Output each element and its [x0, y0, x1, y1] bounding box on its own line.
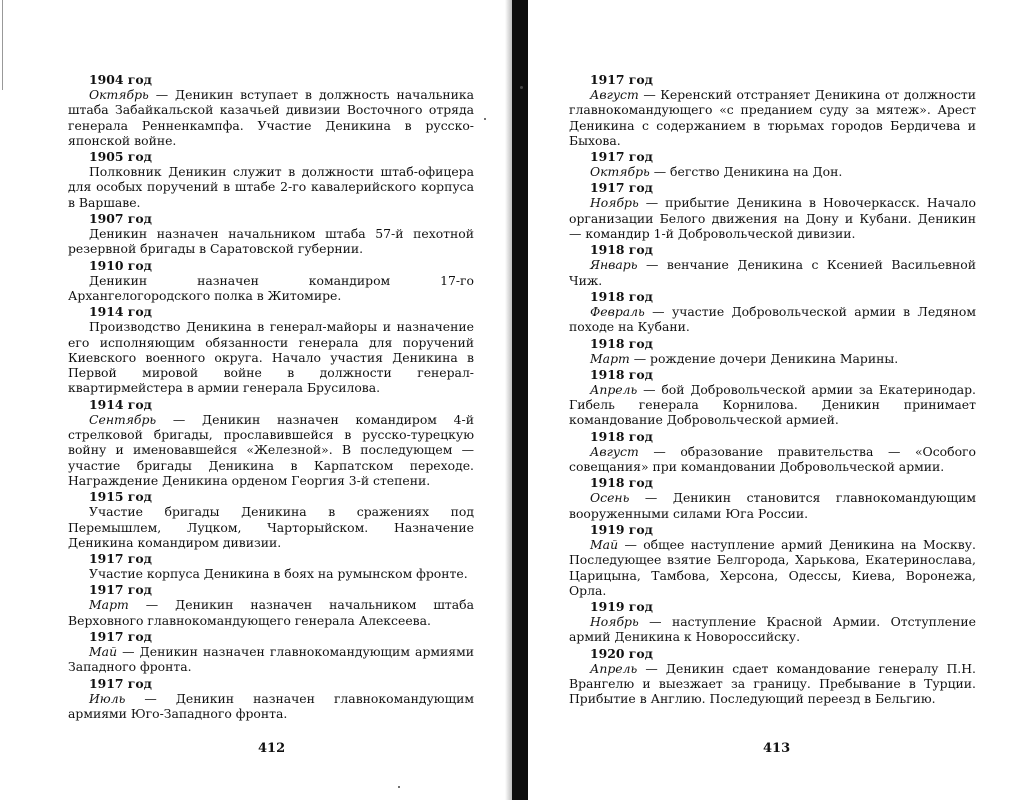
entry-year: 1918 год: [590, 475, 653, 491]
entry-text: [569, 164, 976, 179]
entry-year: 1917 год: [89, 629, 152, 645]
entry-month: Август: [590, 87, 639, 102]
entry-month: Март: [590, 350, 630, 366]
entry-year: 1920 год: [590, 645, 653, 661]
entry-month: Январь: [590, 257, 638, 273]
entry-body: — Деникин сдает командование генералу П.Н. Врангелю и выезжает за границу. Пребывание в Турции. Прибытие в Англию. Последующий переезд в Бельгию.: [569, 660, 976, 707]
entry-month: Сентябрь: [89, 411, 157, 427]
entry-text: [569, 537, 976, 598]
entry-year: 1917 год: [89, 582, 152, 598]
scan-speck: [398, 786, 400, 788]
entry-text: [68, 597, 474, 628]
entry-body: — Деникин назначен главнокомандующим армиями Юго-Западного фронта.: [68, 690, 474, 721]
entry-year: 1917 год: [89, 551, 152, 567]
entry-body: Деникин назначен командиром 17-го Архангелогородского полка в Житомире.: [68, 272, 474, 303]
chronology-entry: [68, 258, 474, 304]
chronology-entry: [68, 629, 474, 675]
entry-text: [569, 614, 976, 645]
entry-body: — венчание Деникина с Ксенией Васильевной Чиж.: [569, 257, 976, 288]
entry-year: 1918 год: [590, 428, 653, 444]
chronology-entry: [68, 489, 474, 550]
entry-text: [569, 351, 976, 366]
entry-text: [569, 490, 976, 521]
entry-year: 1917 год: [590, 149, 653, 165]
entry-body: Полковник Деникин служит в должности штаб-офицера для особых поручений в штабе 2-го кавалерийского корпуса в Варшаве.: [68, 164, 474, 210]
entry-month: Апрель: [590, 660, 638, 676]
entry-body: — Деникин назначен начальником штаба Верховного главнокомандующего генерала Алексеева.: [68, 597, 474, 628]
scan-edge-line: [2, 0, 3, 90]
entry-month: Август: [590, 443, 639, 459]
entry-body: Участие корпуса Деникина в боях на румынском фронте.: [89, 566, 468, 582]
entry-body: Участие бригады Деникина в сражениях под Перемышлем, Луцком, Чарторыйском. Назначение Деникина командиром дивизии.: [68, 504, 474, 550]
entry-body: — рождение дочери Деникина Марины.: [629, 350, 899, 366]
left-page: [68, 72, 474, 722]
entry-year: 1905 год: [89, 149, 152, 165]
chronology-entry: [569, 522, 976, 598]
scan-speck: [484, 118, 486, 120]
entry-body: — участие Добровольческой армии в Ледяном походе на Кубани.: [569, 303, 976, 335]
entry-body: Деникин назначен начальником штаба 57-й пехотной резервной бригады в Саратовской губернии.: [68, 226, 474, 257]
entry-text: [68, 273, 474, 304]
entry-text: [68, 691, 474, 722]
entry-year: 1914 год: [89, 304, 152, 320]
book-gutter: [512, 0, 528, 800]
entry-month: Июль: [89, 690, 126, 706]
entry-month: Октябрь: [89, 87, 149, 102]
chronology-entry: [569, 149, 976, 179]
entry-year: 1915 год: [89, 489, 152, 505]
entry-month: Февраль: [590, 303, 645, 319]
entry-year: 1918 год: [590, 288, 653, 304]
entry-month: Май: [89, 644, 118, 660]
entry-body: — общее наступление армий Деникина на Москву. Последующее взятие Белгорода, Харькова, Екатеринослава, Царицына, Тамбова, Херсона, Одессы, Киева, Воронежа, Орла.: [569, 536, 976, 598]
entry-year: 1917 год: [590, 72, 653, 87]
entry-text: [68, 412, 474, 488]
chronology-entry: [569, 180, 976, 241]
entry-text: [569, 195, 976, 241]
entry-year: 1917 год: [590, 180, 653, 196]
scan-speck: [520, 86, 523, 89]
chronology-entry: [569, 289, 976, 335]
entry-year: 1907 год: [89, 211, 152, 227]
chronology-entry: [569, 429, 976, 475]
entry-text: [68, 566, 474, 581]
entry-text: [569, 382, 976, 428]
chronology-entry: [68, 397, 474, 488]
entry-body: — Деникин становится главнокомандующим вооруженными силами Юга России.: [569, 490, 976, 521]
chronology-list: [68, 72, 474, 721]
entry-body: — Деникин вступает в должность начальника штаба Забайкальской казачьей дивизии Восточного отряда генерала Ренненкампфа. Участие Деникина в русско-японской войне.: [68, 87, 474, 148]
entry-body: — Керенский отстраняет Деникина от должности главнокомандующего «с преданием суду за мятеж». Арест Деникина с содержанием в тюрьмах городов Бердичева и Быхова.: [569, 87, 976, 148]
entry-body: — образование правительства — «Особого совещания» при командовании Добровольческой армии.: [569, 443, 976, 475]
entry-year: 1918 год: [590, 242, 653, 258]
entry-text: [68, 644, 474, 675]
chronology-entry: [68, 582, 474, 628]
chronology-entry: [68, 72, 474, 148]
chronology-entry: [569, 242, 976, 288]
entry-text: [68, 504, 474, 550]
chronology-entry: [569, 475, 976, 521]
entry-text: [569, 661, 976, 707]
entry-text: [68, 319, 474, 395]
chronology-list: [569, 72, 976, 707]
entry-text: [569, 87, 976, 148]
entry-text: [569, 257, 976, 288]
entry-month: Ноябрь: [590, 614, 639, 630]
entry-month: Ноябрь: [590, 195, 639, 211]
entry-body: — наступление Красной Армии. Отступление армий Деникина к Новороссийску.: [569, 614, 976, 645]
entry-year: 1918 год: [590, 366, 653, 382]
chronology-entry: [68, 551, 474, 581]
entry-year: 1918 год: [590, 335, 653, 351]
chronology-entry: [68, 676, 474, 722]
entry-text: [68, 226, 474, 257]
entry-year: 1919 год: [590, 599, 653, 615]
page-number: 412: [258, 741, 286, 756]
entry-body: — Деникин назначен главнокомандующим армиями Западного фронта.: [68, 644, 474, 675]
entry-month: Май: [590, 536, 619, 552]
chronology-entry: [68, 304, 474, 395]
entry-body: — прибытие Деникина в Новочеркасск. Начало организации Белого движения на Дону и Кубани. Деникин — командир 1-й Добровольческой дивизии.: [569, 195, 976, 242]
entry-body: — бегство Деникина на Дон.: [649, 164, 843, 180]
chronology-entry: [569, 646, 976, 707]
page-number: 413: [763, 741, 791, 756]
entry-body: Производство Деникина в генерал-майоры и назначение его исполняющим обязанности генерала для поручений Киевского военного округа. Начало участия Деникина в Первой мировой войне в должности генерал-квартирмейстера в армии генерала Брусилова.: [68, 319, 474, 396]
chronology-entry: [68, 149, 474, 210]
chronology-entry: [569, 367, 976, 428]
chronology-entry: [569, 72, 976, 148]
entry-month: Апрель: [590, 381, 638, 397]
entry-month: Осень: [590, 490, 630, 506]
entry-text: [68, 87, 474, 148]
chronology-entry: [569, 599, 976, 645]
entry-month: Октябрь: [590, 164, 650, 180]
entry-body: — бой Добровольческой армии за Екатеринодар. Гибель генерала Корнилова. Деникин принимает командование Добровольческой армией.: [569, 381, 976, 428]
right-page: [569, 72, 976, 708]
entry-text: [569, 304, 976, 335]
entry-text: [569, 444, 976, 475]
chronology-entry: [569, 336, 976, 366]
entry-year: 1917 год: [89, 675, 152, 691]
chronology-entry: [68, 211, 474, 257]
entry-year: 1919 год: [590, 521, 653, 537]
entry-year: 1910 год: [89, 257, 152, 273]
entry-year: 1904 год: [89, 72, 152, 87]
entry-body: — Деникин назначен командиром 4-й стрелковой бригады, прославившейся в русско-турецкую войну и именовавшейся «Железной». В последующем — участие бригады Деникина в Карпатском переходе. Награждение Деникина орденом Георгия 3-й степени.: [68, 411, 474, 488]
entry-year: 1914 год: [89, 396, 152, 412]
gutter-shadow: [505, 0, 512, 800]
entry-month: Март: [89, 597, 129, 613]
entry-text: [68, 164, 474, 210]
